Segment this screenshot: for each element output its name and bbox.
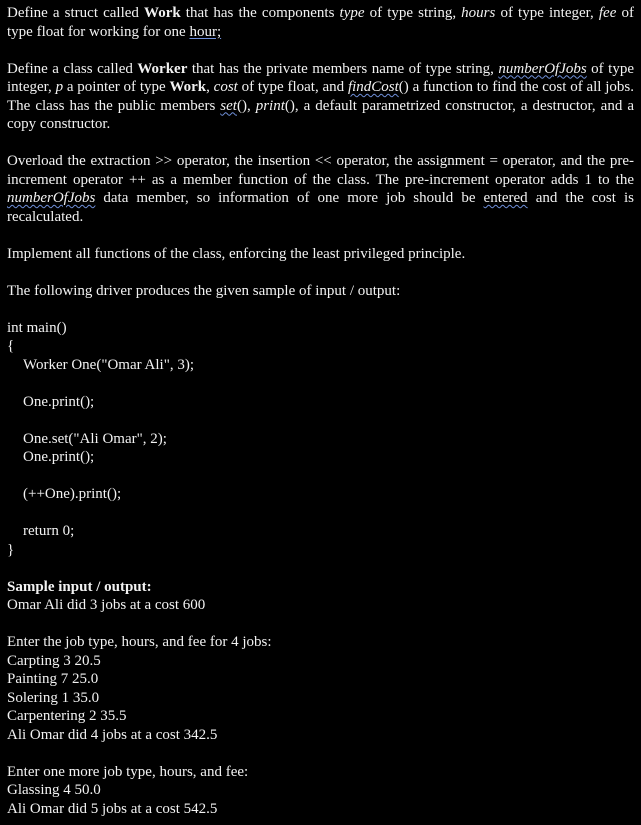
keyword-work: Work [169,79,207,95]
term-set: set [220,97,237,114]
term-type: type [339,5,365,21]
term-findcost: findCost [347,79,399,95]
text: of type integer, [495,5,599,21]
text: data member, so information of one more job should be [95,190,484,206]
output-line: Ali Omar did 4 jobs at a cost 342.5 [7,726,218,743]
text: , [206,79,214,95]
text: of type float, and [237,79,348,95]
term-numberofjobs: numberOfJobs [7,190,96,206]
text: () a function to find the cost of all jobs. The class has the public members [7,79,634,114]
output-line: Solering 1 35.0 [7,689,100,706]
output-line: Carpting 3 20.5 [7,652,101,669]
text: that has the components [180,5,340,21]
text: (), a default parametrized constructor, a destructor, and a copy constructor. [7,97,634,132]
term-hours: hours [461,5,496,21]
text: of type float for working for one [7,5,634,40]
text: that has the private members name of type string, [187,60,499,77]
paragraph-struct-definition [7,4,634,41]
code-line: (++One).print(); [23,486,122,502]
grammar-underlined-hour: hour; [189,23,222,40]
paragraph-class-definition [7,60,634,134]
code-line: One.print(); [23,393,95,410]
keyword-worker: Worker [137,60,188,77]
term-cost: cost [213,79,238,95]
output-line: Ali Omar did 5 jobs at a cost 542.5 [7,800,218,817]
keyword-work: Work [144,5,181,21]
code-line: } [7,541,15,558]
term-print: print [255,97,285,114]
paragraph-operator-overloading [7,152,634,226]
sample-output [7,578,634,819]
text: and the cost is recalculated. [7,190,634,225]
code-line: One.print(); [23,449,95,465]
code-block [7,319,634,560]
paragraph-driver-intro: The following driver produces the given sample of input / output: [7,282,401,299]
sample-heading [7,578,634,597]
output-line: Glassing 4 50.0 [7,782,101,798]
term-p: p [55,79,64,95]
output-line: Omar Ali did 3 jobs at a cost 600 [7,597,206,613]
text: (), [236,97,256,114]
code-line: return 0; [23,523,75,539]
output-line: Painting 7 25.0 [7,671,99,687]
code-line: int main() [7,319,67,336]
code-line: Worker One("Omar Ali", 3); [23,356,194,373]
paragraph-implement: Implement all functions of the class, enforcing the least privileged principle. [7,245,466,262]
code-line: One.set("Ali Omar", 2); [23,430,167,447]
text: Overload the extraction >> operator, the insertion << operator, the assignment = operator, and the pre-increment operator ++ as a member function of the class. The pre-increment operator adds 1 to the [7,153,634,188]
text: Define a struct called [7,5,145,21]
text: of type string, [364,5,462,21]
sample-heading-text: Sample input / output: [7,578,152,595]
text: of type integer, [7,60,634,95]
text: a pointer of type [63,79,170,95]
term-fee: fee [598,5,617,21]
grammar-underlined-entered: entered [483,190,528,206]
output-line: Carpentering 2 35.5 [7,708,127,724]
output-line: Enter one more job type, hours, and fee: [7,763,249,780]
text: Define a class called [7,60,138,77]
term-numberofjobs: numberOfJobs [498,60,587,77]
output-line: Enter the job type, hours, and fee for 4 jobs: [7,634,272,650]
code-line: { [7,338,15,354]
